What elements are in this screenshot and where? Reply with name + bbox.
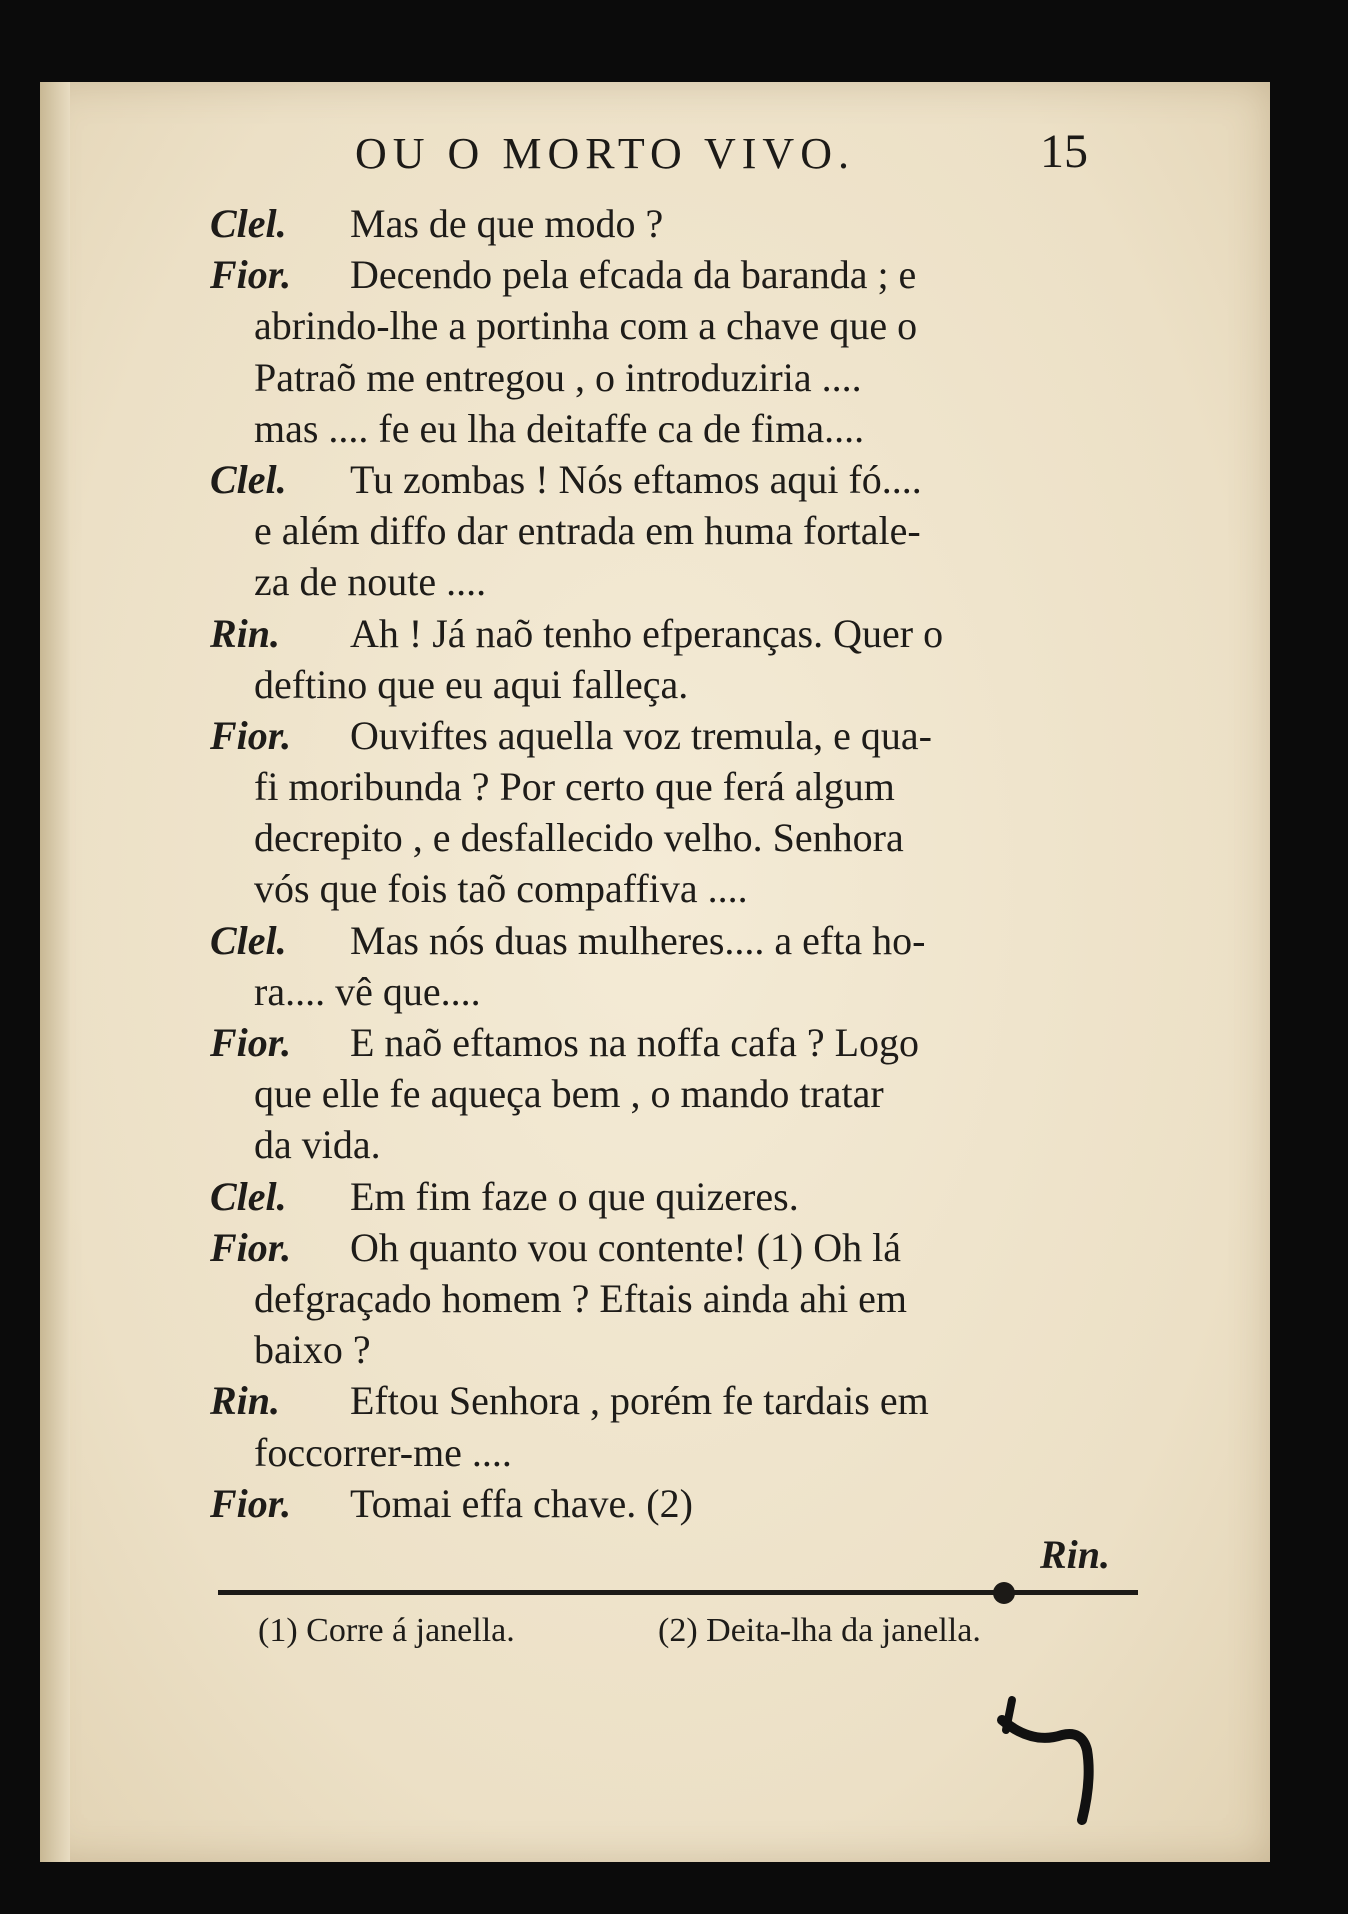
- dialogue-text: e além diffo dar entrada em huma fortale-: [254, 508, 921, 554]
- footnote-2: (2) Deita-lha da janella.: [658, 1612, 981, 1649]
- dialogue-text: decrepito , e desfallecido velho. Senhora: [254, 815, 904, 861]
- text-line: [210, 1068, 1130, 1119]
- dialogue-text: Patraõ me entregou , o introduziria ....: [254, 354, 862, 400]
- dialogue-text: baixo ?: [254, 1327, 371, 1373]
- dialogue-text: Decendo pela efcada da baranda ; e: [350, 252, 917, 298]
- dialogue-body: [210, 198, 1130, 1580]
- dialogue-text: za de noute ....: [254, 559, 487, 605]
- text-line: [210, 352, 1130, 403]
- text-line: [210, 198, 1130, 249]
- dialogue-text: que elle fe aqueça bem , o mando tratar: [254, 1071, 884, 1117]
- dialogue-text: mas .... fe eu lha deitaffe ca de fima....: [254, 405, 865, 451]
- signature-mark: [992, 1690, 1112, 1830]
- dialogue-text: Tomai effa chave. (2): [350, 1480, 693, 1526]
- page-gutter: [40, 82, 70, 1862]
- speaker-name: Fior.: [210, 1480, 292, 1526]
- dialogue-text: Oh quanto vou contente! (1) Oh lá: [350, 1224, 901, 1270]
- dialogue-text: defgraçado homem ? Eftais ainda ahi em: [254, 1275, 908, 1321]
- page-number: 15: [1040, 125, 1088, 178]
- text-line: [210, 1017, 1130, 1068]
- dialogue-text: Mas de que modo ?: [350, 201, 664, 246]
- dialogue-text: deftino que eu aqui falleça.: [254, 661, 689, 707]
- speaker-name: Rin.: [210, 610, 281, 656]
- text-line: [210, 761, 1130, 812]
- footnote-1: (1) Corre á janella.: [258, 1612, 515, 1649]
- text-line: [210, 1119, 1130, 1170]
- speaker-name: Fior.: [210, 252, 292, 298]
- running-title: OU O MORTO VIVO.: [355, 129, 855, 178]
- dialogue-text: Mas nós duas mulheres.... a efta ho-: [350, 917, 926, 963]
- speaker-name: Clel.: [210, 1173, 287, 1219]
- text-line: [210, 608, 1130, 659]
- dialogue-text: da vida.: [254, 1122, 381, 1168]
- text-line: [210, 300, 1130, 351]
- text-line: [210, 249, 1130, 300]
- text-line: [210, 812, 1130, 863]
- text-line: [210, 1171, 1130, 1222]
- catchword: Rin.: [1039, 1531, 1110, 1577]
- speaker-name: Clel.: [210, 456, 287, 502]
- text-line: [210, 1375, 1130, 1426]
- text-line: [210, 1478, 1130, 1529]
- speaker-name: Fior.: [210, 1224, 292, 1270]
- text-line: [210, 915, 1130, 966]
- text-line: [210, 1273, 1130, 1324]
- text-line: [210, 659, 1130, 710]
- dialogue-text: Tu zombas ! Nós eftamos aqui fó....: [350, 456, 922, 502]
- dialogue-text: vós que fois taõ compaffiva ....: [254, 866, 748, 912]
- text-line: [210, 1324, 1130, 1375]
- text-line: [210, 505, 1130, 556]
- rule-ornament: [993, 1582, 1015, 1604]
- text-line: [210, 1222, 1130, 1273]
- text-line: [210, 1427, 1130, 1478]
- speaker-name: Fior.: [210, 712, 292, 758]
- text-line: [210, 454, 1130, 505]
- speaker-name: Clel.: [210, 917, 287, 963]
- text-line: [210, 710, 1130, 761]
- speaker-name: Clel.: [210, 201, 287, 246]
- speaker-name: Fior.: [210, 1020, 292, 1065]
- catchword-line: [210, 1529, 1130, 1580]
- speaker-name: Rin.: [210, 1378, 281, 1424]
- dialogue-text: Em fim faze o que quizeres.: [350, 1173, 799, 1219]
- dialogue-text: Eftou Senhora , porém fe tardais em: [350, 1378, 929, 1424]
- dialogue-text: E naõ eftamos na noffa cafa ? Logo: [350, 1020, 920, 1065]
- text-line: [210, 966, 1130, 1017]
- text-line: [210, 556, 1130, 607]
- dialogue-text: Ah ! Já naõ tenho efperanças. Quer o: [350, 610, 944, 656]
- text-line: [210, 863, 1130, 914]
- text-line: [210, 403, 1130, 454]
- dialogue-text: ra.... vê que....: [254, 968, 481, 1014]
- dialogue-text: abrindo-lhe a portinha com a chave que o: [254, 303, 918, 349]
- dialogue-text: fi moribunda ? Por certo que ferá algum: [254, 764, 895, 810]
- dialogue-text: foccorrer-me ....: [254, 1429, 512, 1475]
- dialogue-text: Ouviftes aquella voz tremula, e qua-: [350, 712, 932, 758]
